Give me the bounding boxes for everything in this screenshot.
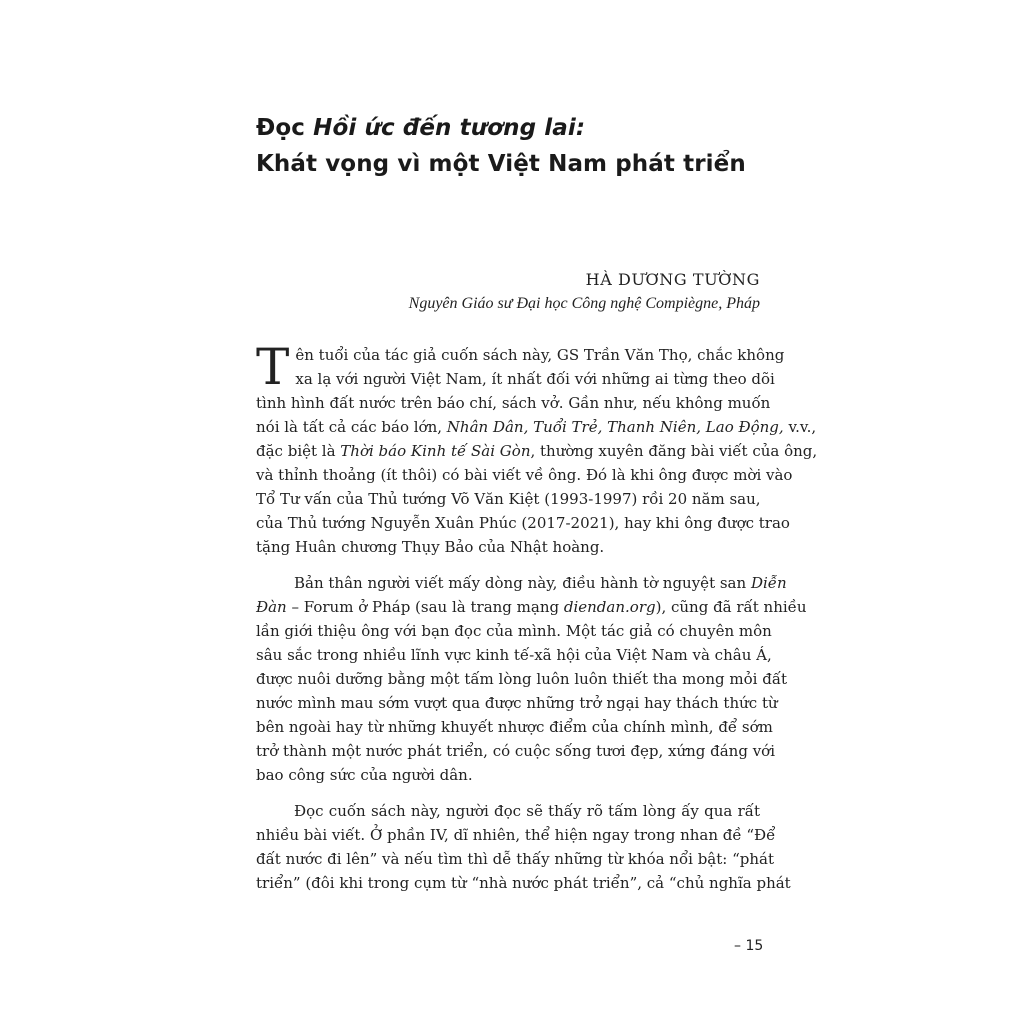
text-line: nhiều bài viết. Ở phần IV, dĩ nhiên, thể hiện ngay trong nhan đề “Để [256, 826, 776, 844]
author-role: Nguyên Giáo sư Đại học Công nghệ Compiègne, Pháp [408, 295, 760, 312]
chapter-title [256, 110, 776, 182]
paragraph-1 [256, 338, 818, 559]
text-line: ên tuổi của tác giả cuốn sách này, GS Trần Văn Thọ, chắc không [295, 346, 785, 364]
text-line [256, 415, 817, 439]
text-span: – Forum ở Pháp (sau là trang mạng [286, 598, 564, 616]
text-line: tặng Huân chương Thụy Bảo của Nhật hoàng. [256, 538, 605, 556]
body-text [256, 338, 818, 895]
website-name: diendan.org [563, 598, 656, 616]
text-line: sâu sắc trong nhiều lĩnh vực kinh tế-xã hội của Việt Nam và châu Á, [256, 646, 772, 664]
text-line: của Thủ tướng Nguyễn Xuân Phúc (2017-2021), hay khi ông được trao [256, 514, 790, 532]
magazine-name: Đàn [256, 598, 287, 616]
drop-cap: T [256, 338, 290, 396]
title-prefix: Đọc [256, 115, 314, 141]
text-line [256, 439, 818, 463]
newspaper-name: Thời báo Kinh tế Sài Gòn [340, 442, 531, 460]
chapter-title-line-2: Khát vọng vì một Việt Nam phát triển [256, 151, 746, 177]
text-line: bao công sức của người dân. [256, 766, 473, 784]
text-span: v.v., [783, 418, 817, 436]
text-span: ), cũng đã rất nhiều [655, 598, 807, 616]
text-line: đất nước đi lên” và nếu tìm thì dễ thấy những từ khóa nổi bật: “phát [256, 850, 775, 868]
text-line: nước mình mau sớm vượt qua được những trở ngại hay thách thức từ [256, 694, 778, 712]
text-line: tình hình đất nước trên báo chí, sách vở. Gần như, nếu không muốn [256, 394, 771, 412]
text-line: Tổ Tư vấn của Thủ tướng Võ Văn Kiệt (1993-1997) rồi 20 năm sau, [256, 490, 761, 508]
text-line: trở thành một nước phát triển, có cuộc sống tươi đẹp, xứng đáng với [256, 742, 776, 760]
paragraph-2 [256, 571, 807, 787]
chapter-title-line-1 [256, 110, 776, 146]
paragraph-3 [256, 799, 791, 895]
text-line: bên ngoài hay từ những khuyết nhược điểm của chính mình, để sớm [256, 718, 773, 736]
text-line: xa lạ với người Việt Nam, ít nhất đối với những ai từng theo dõi [295, 370, 775, 388]
text-line [256, 571, 787, 595]
text-line: Đọc cuốn sách này, người đọc sẽ thấy rõ tấm lòng ấy qua rất [294, 802, 760, 820]
text-span: nói là tất cả các báo lớn, [256, 418, 447, 436]
page-number: – 15 [734, 938, 764, 954]
text-span: Bản thân người viết mấy dòng này, điều hành tờ nguyệt san [294, 574, 751, 592]
text-line: và thỉnh thoảng (ít thôi) có bài viết về ông. Đó là khi ông được mời vào [256, 466, 793, 484]
magazine-name: Diễn [750, 574, 787, 592]
author-name: HÀ DƯƠNG TƯỜNG [585, 270, 760, 289]
text-line: lần giới thiệu ông với bạn đọc của mình. Một tác giả có chuyên môn [256, 622, 772, 640]
title-book-name: Hồi ức đến tương lai: [313, 115, 586, 141]
text-line: được nuôi dưỡng bằng một tấm lòng luôn luôn thiết tha mong mỏi đất [256, 670, 788, 688]
text-line [256, 595, 807, 619]
text-span: , thường xuyên đăng bài viết của ông, [530, 442, 818, 460]
text-span: đặc biệt là [256, 442, 341, 460]
text-line: triển” (đôi khi trong cụm từ “nhà nước phát triển”, cả “chủ nghĩa phát [256, 874, 791, 892]
author-block [240, 268, 760, 316]
newspaper-names: Nhân Dân, Tuổi Trẻ, Thanh Niên, Lao Động, [446, 418, 784, 436]
